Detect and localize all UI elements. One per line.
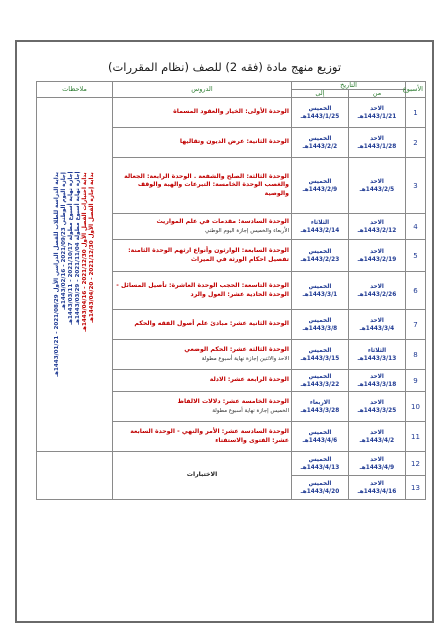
notes-text xyxy=(54,172,96,377)
lesson-cell xyxy=(113,158,292,214)
from-date xyxy=(349,310,406,340)
week-number: 2 xyxy=(406,128,426,158)
week-number: 11 xyxy=(406,422,426,452)
to-day: الاربعاء xyxy=(309,399,331,406)
from-value: 1443/4/2هـ xyxy=(359,437,395,444)
from-date xyxy=(349,392,406,422)
to-value: 1443/2/14هـ xyxy=(300,227,340,234)
notes-line: بداية الدراسة للطلاب للفصل الدراسي الأول 2021/08/29 - 1443/01/21هـ xyxy=(53,172,60,377)
week-number: 4 xyxy=(406,214,426,240)
from-value: 1443/2/12هـ xyxy=(357,227,397,234)
header-from: من xyxy=(349,90,406,98)
notes-cell xyxy=(37,98,113,452)
header-lessons: الدروس xyxy=(113,82,292,98)
from-value: 1443/3/4هـ xyxy=(359,325,395,332)
notes-line: بداية اختبارات الفصل الأول 2021/12/30 - 1443/04/16هـ xyxy=(81,172,88,332)
to-value: 1443/2/9هـ xyxy=(302,186,338,193)
to-day: الخميس xyxy=(308,347,332,354)
to-date xyxy=(292,476,349,500)
lesson-cell xyxy=(113,214,292,240)
lesson-text: الوحدة السابعة: الوارثون وأنواع ارثهم الوحدة الثامنة: تفصيل احكام الورثة في الميراث xyxy=(128,247,289,263)
lesson-cell xyxy=(113,310,292,340)
to-value: 1443/3/15هـ xyxy=(300,355,340,362)
notes-empty-cell xyxy=(37,452,113,500)
from-value: 1443/4/16هـ xyxy=(357,488,397,495)
from-date xyxy=(349,340,406,370)
header-date: التاريخ xyxy=(292,82,406,90)
week-number: 6 xyxy=(406,272,426,310)
to-day: الخميس xyxy=(308,480,332,487)
to-day: الخميس xyxy=(308,373,332,380)
table-row xyxy=(37,98,426,128)
week-number: 9 xyxy=(406,370,426,392)
week-number: 13 xyxy=(406,476,426,500)
to-date xyxy=(292,370,349,392)
to-value: 1443/2/2هـ xyxy=(302,143,338,150)
lesson-text: الوحدة الأولى: الخيار والعقود المسماة xyxy=(173,108,289,116)
from-day: الاحد xyxy=(370,178,384,185)
to-date xyxy=(292,214,349,240)
week-number: 3 xyxy=(406,158,426,214)
from-value: 1443/1/28هـ xyxy=(357,143,397,150)
lesson-text: الوحدة الثانية عشر: مبادئ علم أصول الفقه والحكم xyxy=(134,320,289,328)
lesson-text: الوحدة الثالثة: الصلح والشفعة . الوحدة الرابعة: الجعالة والغصب الوحدة الخامسة: التبرعات والهبة والوقف والوصية xyxy=(124,172,289,197)
to-date xyxy=(292,392,349,422)
from-day: الاحد xyxy=(370,248,384,255)
exams-cell: الاختبارات xyxy=(113,452,292,500)
from-day: الاحد xyxy=(370,283,384,290)
lesson-note: الخميس إجازة نهاية أسبوع مطولة xyxy=(212,407,289,414)
from-value: 1443/3/25هـ xyxy=(357,407,397,414)
from-day: الاحد xyxy=(370,399,384,406)
to-value: 1443/3/22هـ xyxy=(300,381,340,388)
to-value: 1443/2/23هـ xyxy=(300,256,340,263)
to-date xyxy=(292,340,349,370)
from-date xyxy=(349,214,406,240)
from-value: 1443/2/26هـ xyxy=(357,291,397,298)
lesson-cell xyxy=(113,272,292,310)
from-date xyxy=(349,370,406,392)
lesson-text: الوحدة السادسة: مقدمات في علم المواريث xyxy=(156,218,289,225)
table-row xyxy=(37,452,426,476)
to-date xyxy=(292,422,349,452)
lesson-text: الوحدة الثانية: عرض الديون وتقاليها xyxy=(179,138,289,146)
from-date xyxy=(349,128,406,158)
notes-line: إجازة اليوم الوطني 2021/09/23 - 1443/02/16هـ xyxy=(60,172,67,310)
from-date xyxy=(349,158,406,214)
lesson-note: الأربعاء والخميس إجازة اليوم الوطني xyxy=(205,227,289,234)
lesson-text: الوحدة الخامسة عشر: دلالات الالفاظ xyxy=(177,398,289,405)
to-day: الثلاثاء xyxy=(310,219,330,226)
lesson-note: الاحد والاثنين إجازة نهاية أسبوع مطولة xyxy=(201,355,289,362)
lesson-text: الوحدة الثالثة عشر: الحكم الوضعي xyxy=(184,346,289,353)
to-value: 1443/4/6هـ xyxy=(302,437,338,444)
from-value: 1443/2/19هـ xyxy=(357,256,397,263)
to-day: الخميس xyxy=(308,283,332,290)
to-date xyxy=(292,128,349,158)
from-date xyxy=(349,476,406,500)
week-number: 10 xyxy=(406,392,426,422)
to-value: 1443/3/8هـ xyxy=(302,325,338,332)
curriculum-table xyxy=(36,81,426,500)
to-value: 1443/4/20هـ xyxy=(300,488,340,495)
header-week: الأسبوع xyxy=(406,82,426,98)
to-value: 1443/4/13هـ xyxy=(300,464,340,471)
to-date xyxy=(292,272,349,310)
notes-line: إجازة نهاية أسبوع مطولة 2021/10/17 - 1443/03/11هـ xyxy=(67,172,74,326)
lesson-cell xyxy=(113,240,292,272)
lesson-cell xyxy=(113,340,292,370)
week-number: 7 xyxy=(406,310,426,340)
to-day: الخميس xyxy=(308,456,332,463)
from-date xyxy=(349,272,406,310)
lesson-cell xyxy=(113,422,292,452)
page-title: توزيع منهج مادة (فقه 2) للصف (نظام المقررات) xyxy=(107,60,342,74)
from-date xyxy=(349,98,406,128)
to-date xyxy=(292,240,349,272)
from-date xyxy=(349,452,406,476)
notes-line: إجازة نهاية أسبوع مطولة 2021/11/04 - 1443/03/29هـ xyxy=(74,172,81,326)
from-day: الاحد xyxy=(370,317,384,324)
to-day: الخميس xyxy=(308,178,332,185)
week-number: 12 xyxy=(406,452,426,476)
to-date xyxy=(292,98,349,128)
lesson-cell xyxy=(113,128,292,158)
from-value: 1443/3/13هـ xyxy=(357,355,397,362)
to-date xyxy=(292,452,349,476)
from-day: الاحد xyxy=(370,480,384,487)
to-value: 1443/3/1هـ xyxy=(302,291,338,298)
to-day: الخميس xyxy=(308,135,332,142)
from-value: 1443/3/18هـ xyxy=(357,381,397,388)
from-day: الاحد xyxy=(370,429,384,436)
from-day: الاحد xyxy=(370,219,384,226)
week-number: 5 xyxy=(406,240,426,272)
from-value: 1443/2/5هـ xyxy=(359,186,395,193)
week-number: 8 xyxy=(406,340,426,370)
lesson-cell xyxy=(113,98,292,128)
from-value: 1443/1/21هـ xyxy=(357,113,397,120)
to-value: 1443/3/28هـ xyxy=(300,407,340,414)
lesson-text: الوحدة الرابعة عشر: الادلة xyxy=(209,376,289,384)
from-date xyxy=(349,240,406,272)
from-day: الاحد xyxy=(370,373,384,380)
from-value: 1443/4/9هـ xyxy=(359,464,395,471)
notes-line: بداية إجازة الفصل الأول 2021/12/30 - 1443/04/20هـ xyxy=(88,172,95,323)
header-to: إلى xyxy=(292,90,349,98)
to-day: الخميس xyxy=(308,105,332,112)
to-date xyxy=(292,310,349,340)
lesson-cell xyxy=(113,370,292,392)
from-day: الاحد xyxy=(370,135,384,142)
week-number: 1 xyxy=(406,98,426,128)
from-day: الثلاثاء xyxy=(367,347,387,354)
to-value: 1443/1/25هـ xyxy=(300,113,340,120)
from-day: الاحد xyxy=(370,105,384,112)
to-date xyxy=(292,158,349,214)
lesson-cell xyxy=(113,392,292,422)
lesson-text: الوحدة التاسعة: الحجب الوحدة العاشرة: تأصيل المسائل - الوحدة الحادية عشر: العول والرد xyxy=(116,282,289,298)
header-notes: ملاحظات xyxy=(37,82,113,98)
from-day: الاحد xyxy=(370,456,384,463)
to-day: الخميس xyxy=(308,317,332,324)
from-date xyxy=(349,422,406,452)
to-day: الخميس xyxy=(308,248,332,255)
to-day: الخميس xyxy=(308,429,332,436)
lesson-text: الوحدة السادسة عشر: الأمر والنهي - الوحدة السابعة عشر: الفتوى والاستفتاء xyxy=(130,428,289,444)
